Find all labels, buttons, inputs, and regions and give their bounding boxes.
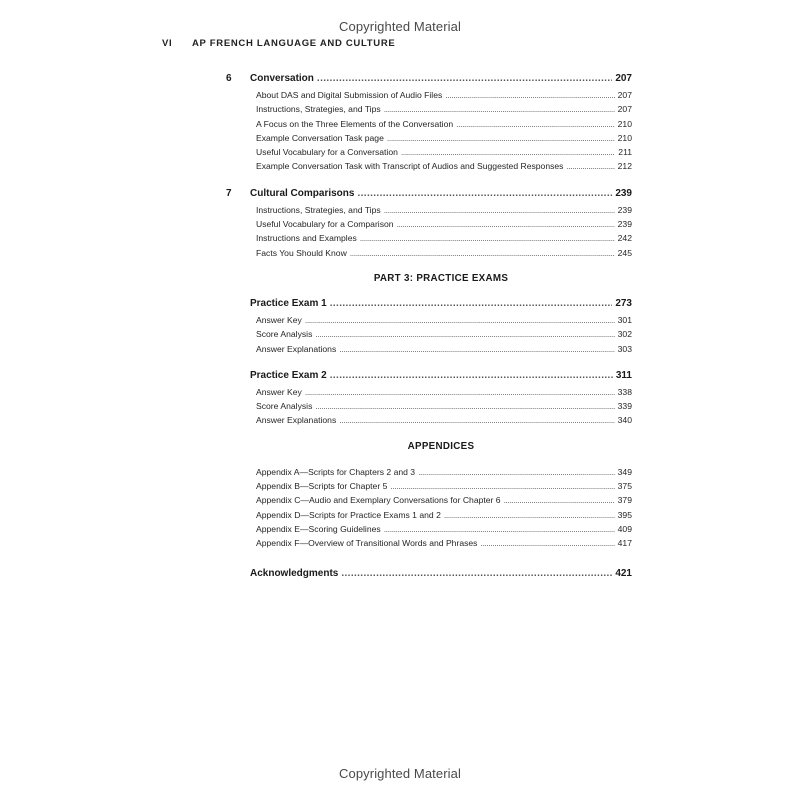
toc-appendix-entry[interactable]: [226, 465, 632, 479]
dot-leader: [384, 203, 615, 217]
page-ref: 207: [615, 73, 632, 84]
copyright-watermark-bottom: Copyrighted Material: [339, 766, 461, 781]
toc-subentry[interactable]: [226, 385, 632, 399]
page-ref: 211: [618, 147, 632, 158]
toc-entry-practice-exam-2[interactable]: [226, 369, 632, 383]
subentry-title: About DAS and Digital Submission of Audio Files: [256, 90, 443, 100]
dot-leader: [330, 369, 613, 383]
copyright-watermark-top: Copyrighted Material: [339, 19, 461, 34]
toc-appendix-entry[interactable]: [226, 536, 632, 550]
chapter-number: 6: [226, 73, 232, 84]
toc-subentry[interactable]: [226, 88, 632, 102]
toc-subentry[interactable]: [226, 342, 632, 356]
subentry-title: Instructions, Strategies, and Tips: [256, 204, 381, 215]
subentry-title: Example Conversation Task with Transcript of Audios and Suggested Responses: [256, 161, 564, 172]
toc-subentry[interactable]: [226, 102, 632, 116]
part-heading: PART 3: PRACTICE EXAMS: [373, 272, 509, 284]
toc-subentry[interactable]: [226, 399, 632, 413]
toc-practice-exam-2: [226, 369, 632, 428]
dot-leader: [480, 536, 614, 550]
running-head: [162, 38, 395, 49]
subentry-title: Instructions and Examples: [256, 233, 357, 244]
subentry-title: Answer Explanations: [256, 415, 337, 426]
subentry-title: Answer Explanations: [256, 343, 337, 354]
toc-practice-exam-1: [226, 297, 632, 356]
subentry-title: Answer Key: [256, 386, 302, 397]
subentry-title: A Focus on the Three Elements of the Conversation: [256, 118, 454, 129]
chapter-title: Conversation: [250, 73, 314, 84]
toc-subentry[interactable]: [226, 203, 632, 217]
page-ref: 340: [617, 415, 632, 426]
dot-leader: [360, 231, 615, 245]
page-ref: 242: [617, 233, 632, 244]
toc-subentry[interactable]: [226, 131, 632, 145]
subentry-title: Useful Vocabulary for a Conversation: [256, 147, 398, 158]
toc-subentry[interactable]: [226, 159, 632, 173]
toc-subentry[interactable]: [226, 413, 632, 427]
dot-leader: [339, 413, 614, 427]
toc-subentry[interactable]: [226, 327, 632, 341]
page-ref: 339: [617, 401, 632, 412]
dot-leader: [350, 246, 615, 260]
dot-leader: [401, 145, 615, 159]
page-ref: 245: [617, 247, 632, 258]
page-ref: 210: [617, 118, 632, 129]
toc-appendix-entry[interactable]: [226, 522, 632, 536]
subentry-title: Instructions, Strategies, and Tips: [256, 104, 381, 115]
dot-leader: [341, 567, 612, 581]
table-of-contents: [226, 72, 632, 581]
dot-leader: [387, 131, 615, 145]
toc-entry-practice-exam-1[interactable]: [226, 297, 632, 311]
dot-leader: [339, 342, 614, 356]
toc-acknowledgments: [226, 567, 632, 581]
page-ref: 210: [617, 132, 632, 143]
subentry-title: Useful Vocabulary for a Comparison: [256, 219, 394, 230]
toc-appendix-entry[interactable]: [226, 508, 632, 522]
toc-subentry[interactable]: [226, 117, 632, 131]
appendix-title: Appendix E—Scoring Guidelines: [256, 523, 381, 534]
chapter-title: Cultural Comparisons: [250, 187, 355, 199]
appendix-title: Appendix C—Audio and Exemplary Conversations for Chapter 6: [256, 495, 501, 506]
subentry-title: Facts You Should Know: [256, 247, 347, 258]
dot-leader: [384, 102, 615, 116]
dot-leader: [397, 217, 615, 231]
page-ref: 349: [617, 466, 632, 477]
toc-entry-chapter-7[interactable]: [226, 187, 632, 201]
dot-leader: [444, 508, 615, 522]
dot-leader: [305, 313, 615, 327]
toc-subentry[interactable]: [226, 145, 632, 159]
toc-chapter-7: [226, 187, 632, 260]
toc-appendix-entry[interactable]: [226, 493, 632, 507]
dot-leader: [317, 72, 612, 86]
page-ref: 207: [617, 90, 632, 100]
page-ref: 303: [617, 343, 632, 354]
page-ref: 239: [617, 204, 632, 215]
chapter-number: 7: [226, 187, 232, 199]
toc-entry-acknowledgments[interactable]: [226, 567, 632, 581]
toc-subentry[interactable]: [226, 231, 632, 245]
page-ref: 239: [615, 187, 632, 199]
toc-entry-chapter-6[interactable]: [226, 72, 632, 86]
page-ref: 395: [617, 509, 632, 520]
appendix-title: Appendix B—Scripts for Chapter 5: [256, 481, 388, 492]
page-ref: 379: [617, 495, 632, 506]
page-ref: 302: [617, 329, 632, 340]
toc-subentry[interactable]: [226, 217, 632, 231]
dot-leader: [456, 117, 615, 131]
appendices-heading: APPENDICES: [407, 440, 475, 452]
dot-leader: [315, 327, 614, 341]
dot-leader: [418, 465, 615, 479]
page-ref: 409: [617, 523, 632, 534]
dot-leader: [445, 88, 614, 102]
dot-leader: [566, 159, 614, 173]
page-ref: 338: [617, 386, 632, 397]
page-ref: 301: [617, 314, 632, 325]
book-title: AP FRENCH LANGUAGE AND CULTURE: [192, 38, 396, 49]
dot-leader: [330, 297, 613, 311]
dot-leader: [305, 385, 615, 399]
toc-subentry[interactable]: [226, 246, 632, 260]
page-ref: 239: [617, 219, 632, 230]
appendix-title: Appendix F—Overview of Transitional Words and Phrases: [256, 538, 478, 549]
dot-leader: [390, 479, 614, 493]
page-ref: 417: [617, 538, 632, 549]
page-ref: 421: [615, 567, 632, 579]
dot-leader: [384, 522, 615, 536]
exam-title: Practice Exam 2: [250, 369, 327, 381]
page-ref: 375: [617, 481, 632, 492]
page-ref: 212: [617, 161, 632, 172]
toc-appendices: [226, 465, 632, 551]
page-ref: 273: [615, 297, 632, 309]
exam-title: Practice Exam 1: [250, 297, 327, 309]
appendix-title: Appendix A—Scripts for Chapters 2 and 3: [256, 466, 416, 477]
subentry-title: Score Analysis: [256, 329, 313, 340]
subentry-title: Answer Key: [256, 314, 302, 325]
dot-leader: [504, 493, 615, 507]
toc-chapter-6: [226, 72, 632, 174]
toc-appendix-entry[interactable]: [226, 479, 632, 493]
dot-leader: [357, 187, 612, 201]
page-ref: 207: [617, 104, 632, 115]
appendix-title: Appendix D—Scripts for Practice Exams 1 and 2: [256, 509, 441, 520]
subentry-title: Example Conversation Task page: [256, 132, 384, 143]
dot-leader: [315, 399, 614, 413]
page-ref: 311: [615, 369, 632, 381]
toc-subentry[interactable]: [226, 313, 632, 327]
page-number: VI: [162, 38, 173, 49]
subentry-title: Score Analysis: [256, 401, 313, 412]
acknowledgments-title: Acknowledgments: [250, 567, 339, 579]
